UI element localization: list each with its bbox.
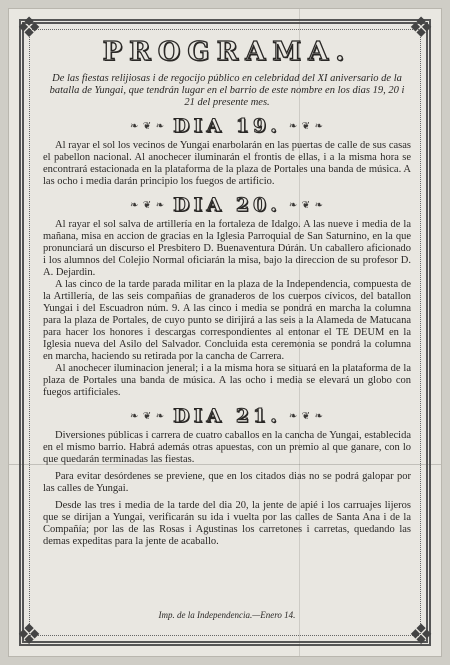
ornament-icon: ❧ ❦ ❧ — [129, 410, 166, 422]
document-body — [43, 37, 411, 626]
day-title: DIA 21. — [173, 405, 281, 427]
ornament-icon: ❧ ❦ ❧ — [288, 410, 325, 422]
day-paragraph: Para evitar desórdenes se previene, que en los citados dias no se podrá galopar por las calles de Yungai. — [43, 471, 411, 494]
ornament-icon: ❧ ❦ ❧ — [288, 199, 325, 211]
page-title: PROGRAMA. — [102, 37, 352, 67]
ornament-icon: ❧ ❦ ❧ — [129, 199, 166, 211]
day-heading — [43, 115, 411, 137]
broadside-sheet — [8, 8, 442, 657]
corner-ornament-icon: ❖ — [16, 620, 42, 651]
day-heading — [43, 405, 411, 427]
day-paragraph: Al anochecer iluminacion jeneral; i a la misma hora se situará en la plataforma de la plaza de Portales una banda de música. A las ocho i media se elevará un globo con fuegos artificiales. — [43, 363, 411, 398]
day-heading — [43, 194, 411, 216]
intro-text: De las fiestas relijiosas i de regocijo público en celebridad del XI aniversario de la batalla de Yungai, que tendrán lugar en el barrio de este nombre en los dias 19, 20 i 21 del presente mes. — [49, 73, 405, 108]
day-paragraph: A las cinco de la tarde parada militar en la plaza de la Independencia, compuesta de la Artillería, de las seis compañias de granaderos de los cuerpos cívicos, del batallon Yungai i del Escuadron núm. 9. A las cinco i media se pondrá en marcha la columna para la plaza de Portales, de cuyo punto se dirijirá a las seis a la Alameda de Matucana para hacer los honores i descargas correspondientes al entonar el TE DEUM en la Iglesia nueva del Asilo del Salvador. Concluida esta ceremonia se pondrá la columna en marcha, haciendo su retirada por la cancha de Carrera. — [43, 279, 411, 362]
ornament-icon: ❧ ❦ ❧ — [288, 120, 325, 132]
imprint-line: Imp. de la Independencia.—Enero 14. — [158, 610, 296, 620]
corner-ornament-icon: ❖ — [408, 13, 434, 44]
corner-ornament-icon: ❖ — [408, 620, 434, 651]
day-title: DIA 19. — [173, 115, 281, 137]
day-title: DIA 20. — [173, 194, 281, 216]
day-paragraph: Diversiones públicas i carrera de cuatro caballos en la cancha de Yungai, establecida en el mismo barrio. Habrá además otras apuestas, con un premio al que ganare, con lo que quedarán terminadas las fiestas. — [43, 430, 411, 465]
day-paragraph: Al rayar el sol salva de artillería en la fortaleza de Idalgo. A las nueve i media de la mañana, misa en accion de gracias en la Iglesia Parroquial de San Saturnino, en la que pronunciará un discurso el Presbitero D. Buenaventura Dúrán. Un caballero aficionado i los alumnos del Colejio Normal oficiarán la misa, bajo la direccion de su profesor D. A. Dejardin. — [43, 219, 411, 278]
day-paragraph: Desde las tres i media de la tarde del dia 20, la jente de apié i los carruajes lijeros que se dirijan a Yungai, verificarán su ida i vuelta por las calles de Santa Ana i de la Compañía; por las de las Rosas i Agustinas los carretones i carretas, quedando las demas expeditas para la jente de acaballo. — [43, 500, 411, 547]
ornament-icon: ❧ ❦ ❧ — [129, 120, 166, 132]
day-paragraph: Al rayar el sol los vecinos de Yungai enarbolarán en las puertas de calle de sus casas el pabellon nacional. Al anochecer iluminarán el frontis de ellas, i a la misma hora se encontrará estacionada en la plataforma de la plaza de Portales una banda de música. A las ocho i media darán principio los fuegos de artificio. — [43, 140, 411, 187]
corner-ornament-icon: ❖ — [16, 13, 42, 44]
